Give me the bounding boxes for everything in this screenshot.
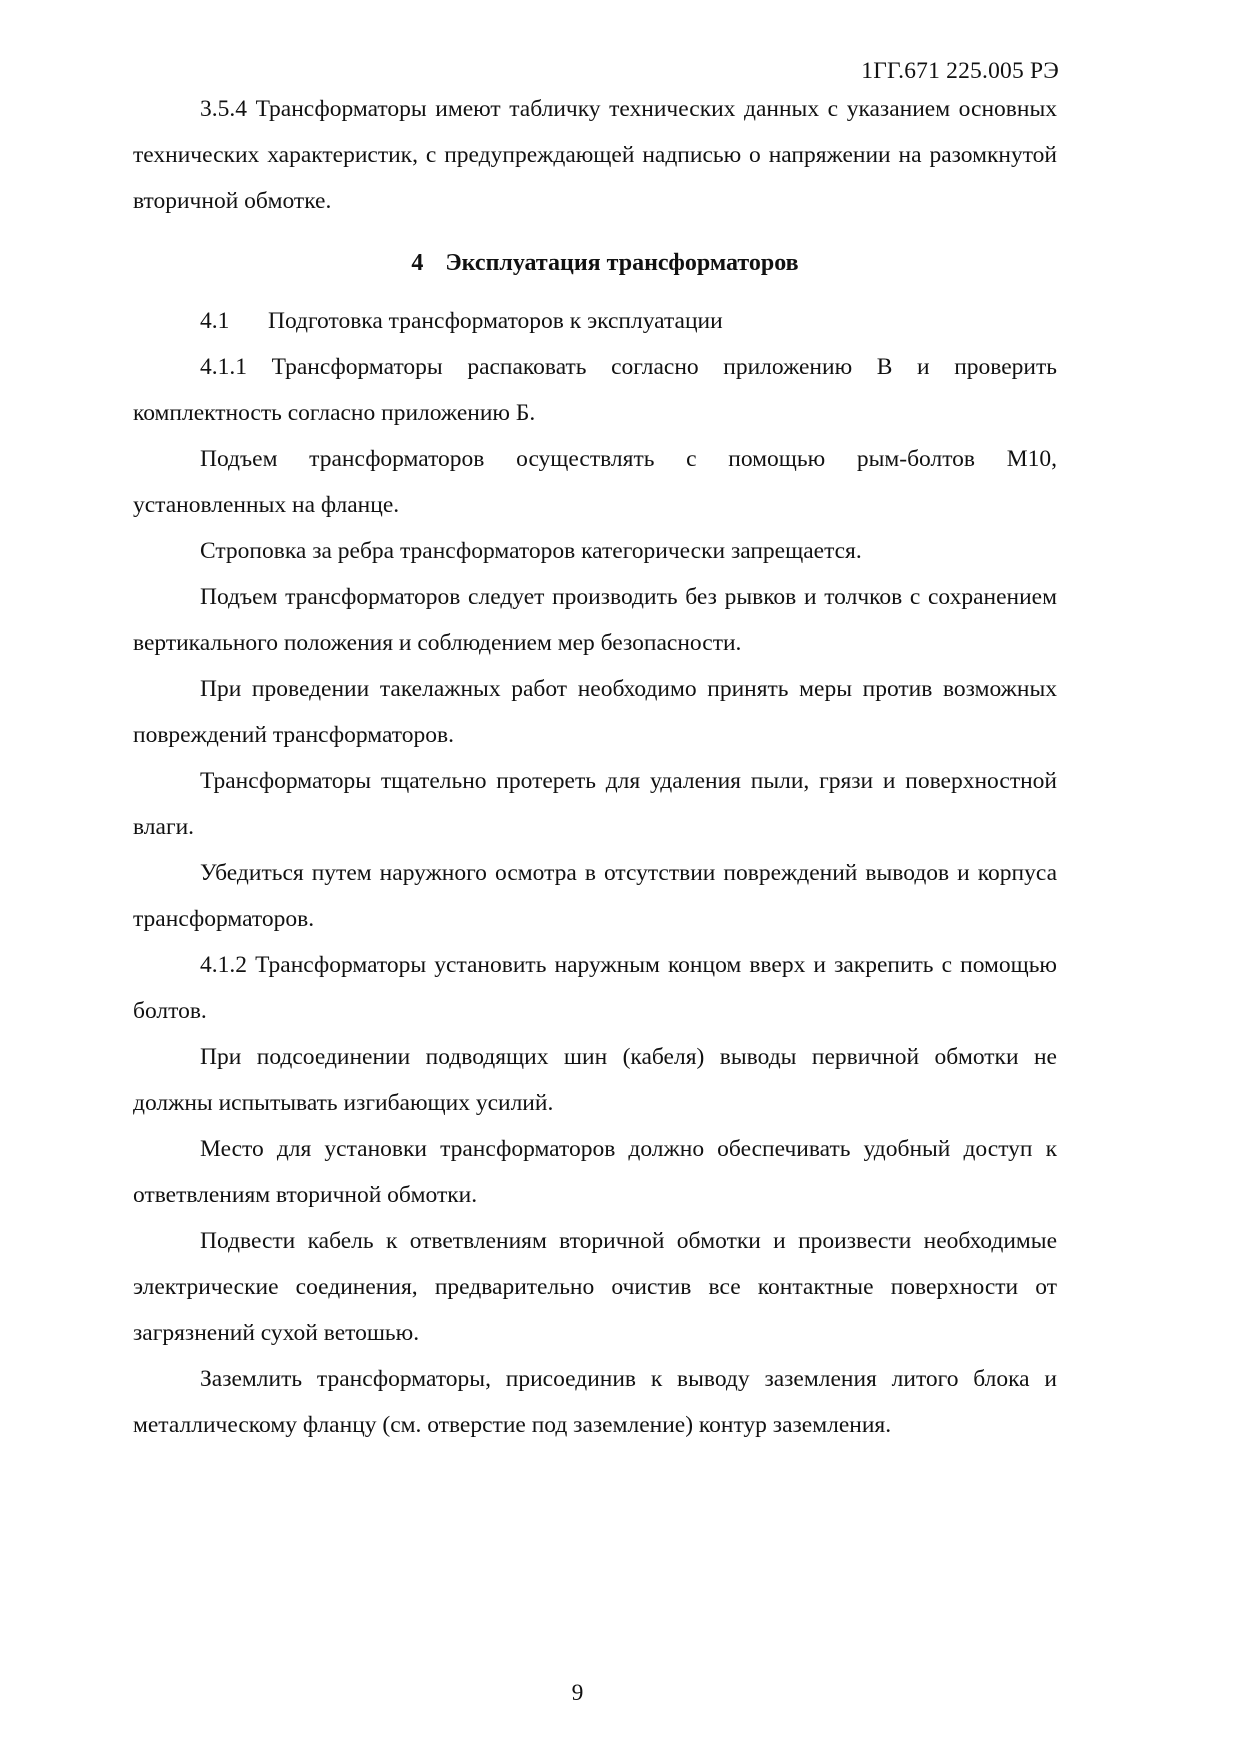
paragraph-lifting: Подъем трансформаторов осуществлять с помощью рым-болтов М10, установленных на фланце. bbox=[133, 446, 1057, 518]
paragraph-lifting-safety: Подъем трансформаторов следует производить без рывков и толчков с сохранением вертикального положения и соблюдением мер безопасности. bbox=[133, 584, 1057, 656]
section-number: 4 bbox=[411, 250, 424, 276]
page-number: 9 bbox=[571, 1680, 584, 1706]
paragraph-3-5-4: 3.5.4 Трансформаторы имеют табличку технических данных с указанием основных технических характеристик, с предупреждающей надписью о напряжении на разомкнутой вторичной обмотке. bbox=[133, 96, 1057, 214]
paragraph-slinging: Строповка за ребра трансформаторов категорически запрещается. bbox=[200, 538, 862, 564]
paragraph-busbars: При подсоединении подводящих шин (кабеля) выводы первичной обмотки не должны испытывать изгибающих усилий. bbox=[133, 1044, 1057, 1116]
subsection-heading bbox=[133, 298, 1057, 344]
paragraph-cleaning: Трансформаторы тщательно протереть для удаления пыли, грязи и поверхностной влаги. bbox=[133, 768, 1057, 840]
subsection-number: 4.1 bbox=[200, 308, 230, 334]
document-code: 1ГГ.671 225.005 РЭ bbox=[861, 58, 1059, 84]
body-text bbox=[133, 86, 1057, 1448]
subsection-title: Подготовка трансформаторов к эксплуатации bbox=[268, 308, 723, 334]
section-heading bbox=[133, 240, 1057, 286]
paragraph-inspection: Убедиться путем наружного осмотра в отсутствии повреждений выводов и корпуса трансформаторов. bbox=[133, 860, 1057, 932]
section-title: Эксплуатация трансформаторов bbox=[445, 250, 799, 276]
paragraph-4-1-1: 4.1.1 Трансформаторы распаковать согласно приложению В и проверить комплектность согласно приложению Б. bbox=[133, 354, 1057, 426]
paragraph-cabling: Подвести кабель к ответвлениям вторичной обмотки и произвести необходимые электрические соединения, предварительно очистив все контактные поверхности от загрязнений сухой ветошью. bbox=[133, 1228, 1057, 1346]
paragraph-4-1-2: 4.1.2 Трансформаторы установить наружным концом вверх и закрепить с помощью болтов. bbox=[133, 952, 1057, 1024]
paragraph-location: Место для установки трансформаторов должно обеспечивать удобный доступ к ответвлениям вторичной обмотки. bbox=[133, 1136, 1057, 1208]
paragraph-grounding: Заземлить трансформаторы, присоединив к выводу заземления литого блока и металлическому фланцу (см. отверстие под заземление) контур заземления. bbox=[133, 1366, 1057, 1438]
paragraph-rigging: При проведении такелажных работ необходимо принять меры против возможных повреждений трансформаторов. bbox=[133, 676, 1057, 748]
